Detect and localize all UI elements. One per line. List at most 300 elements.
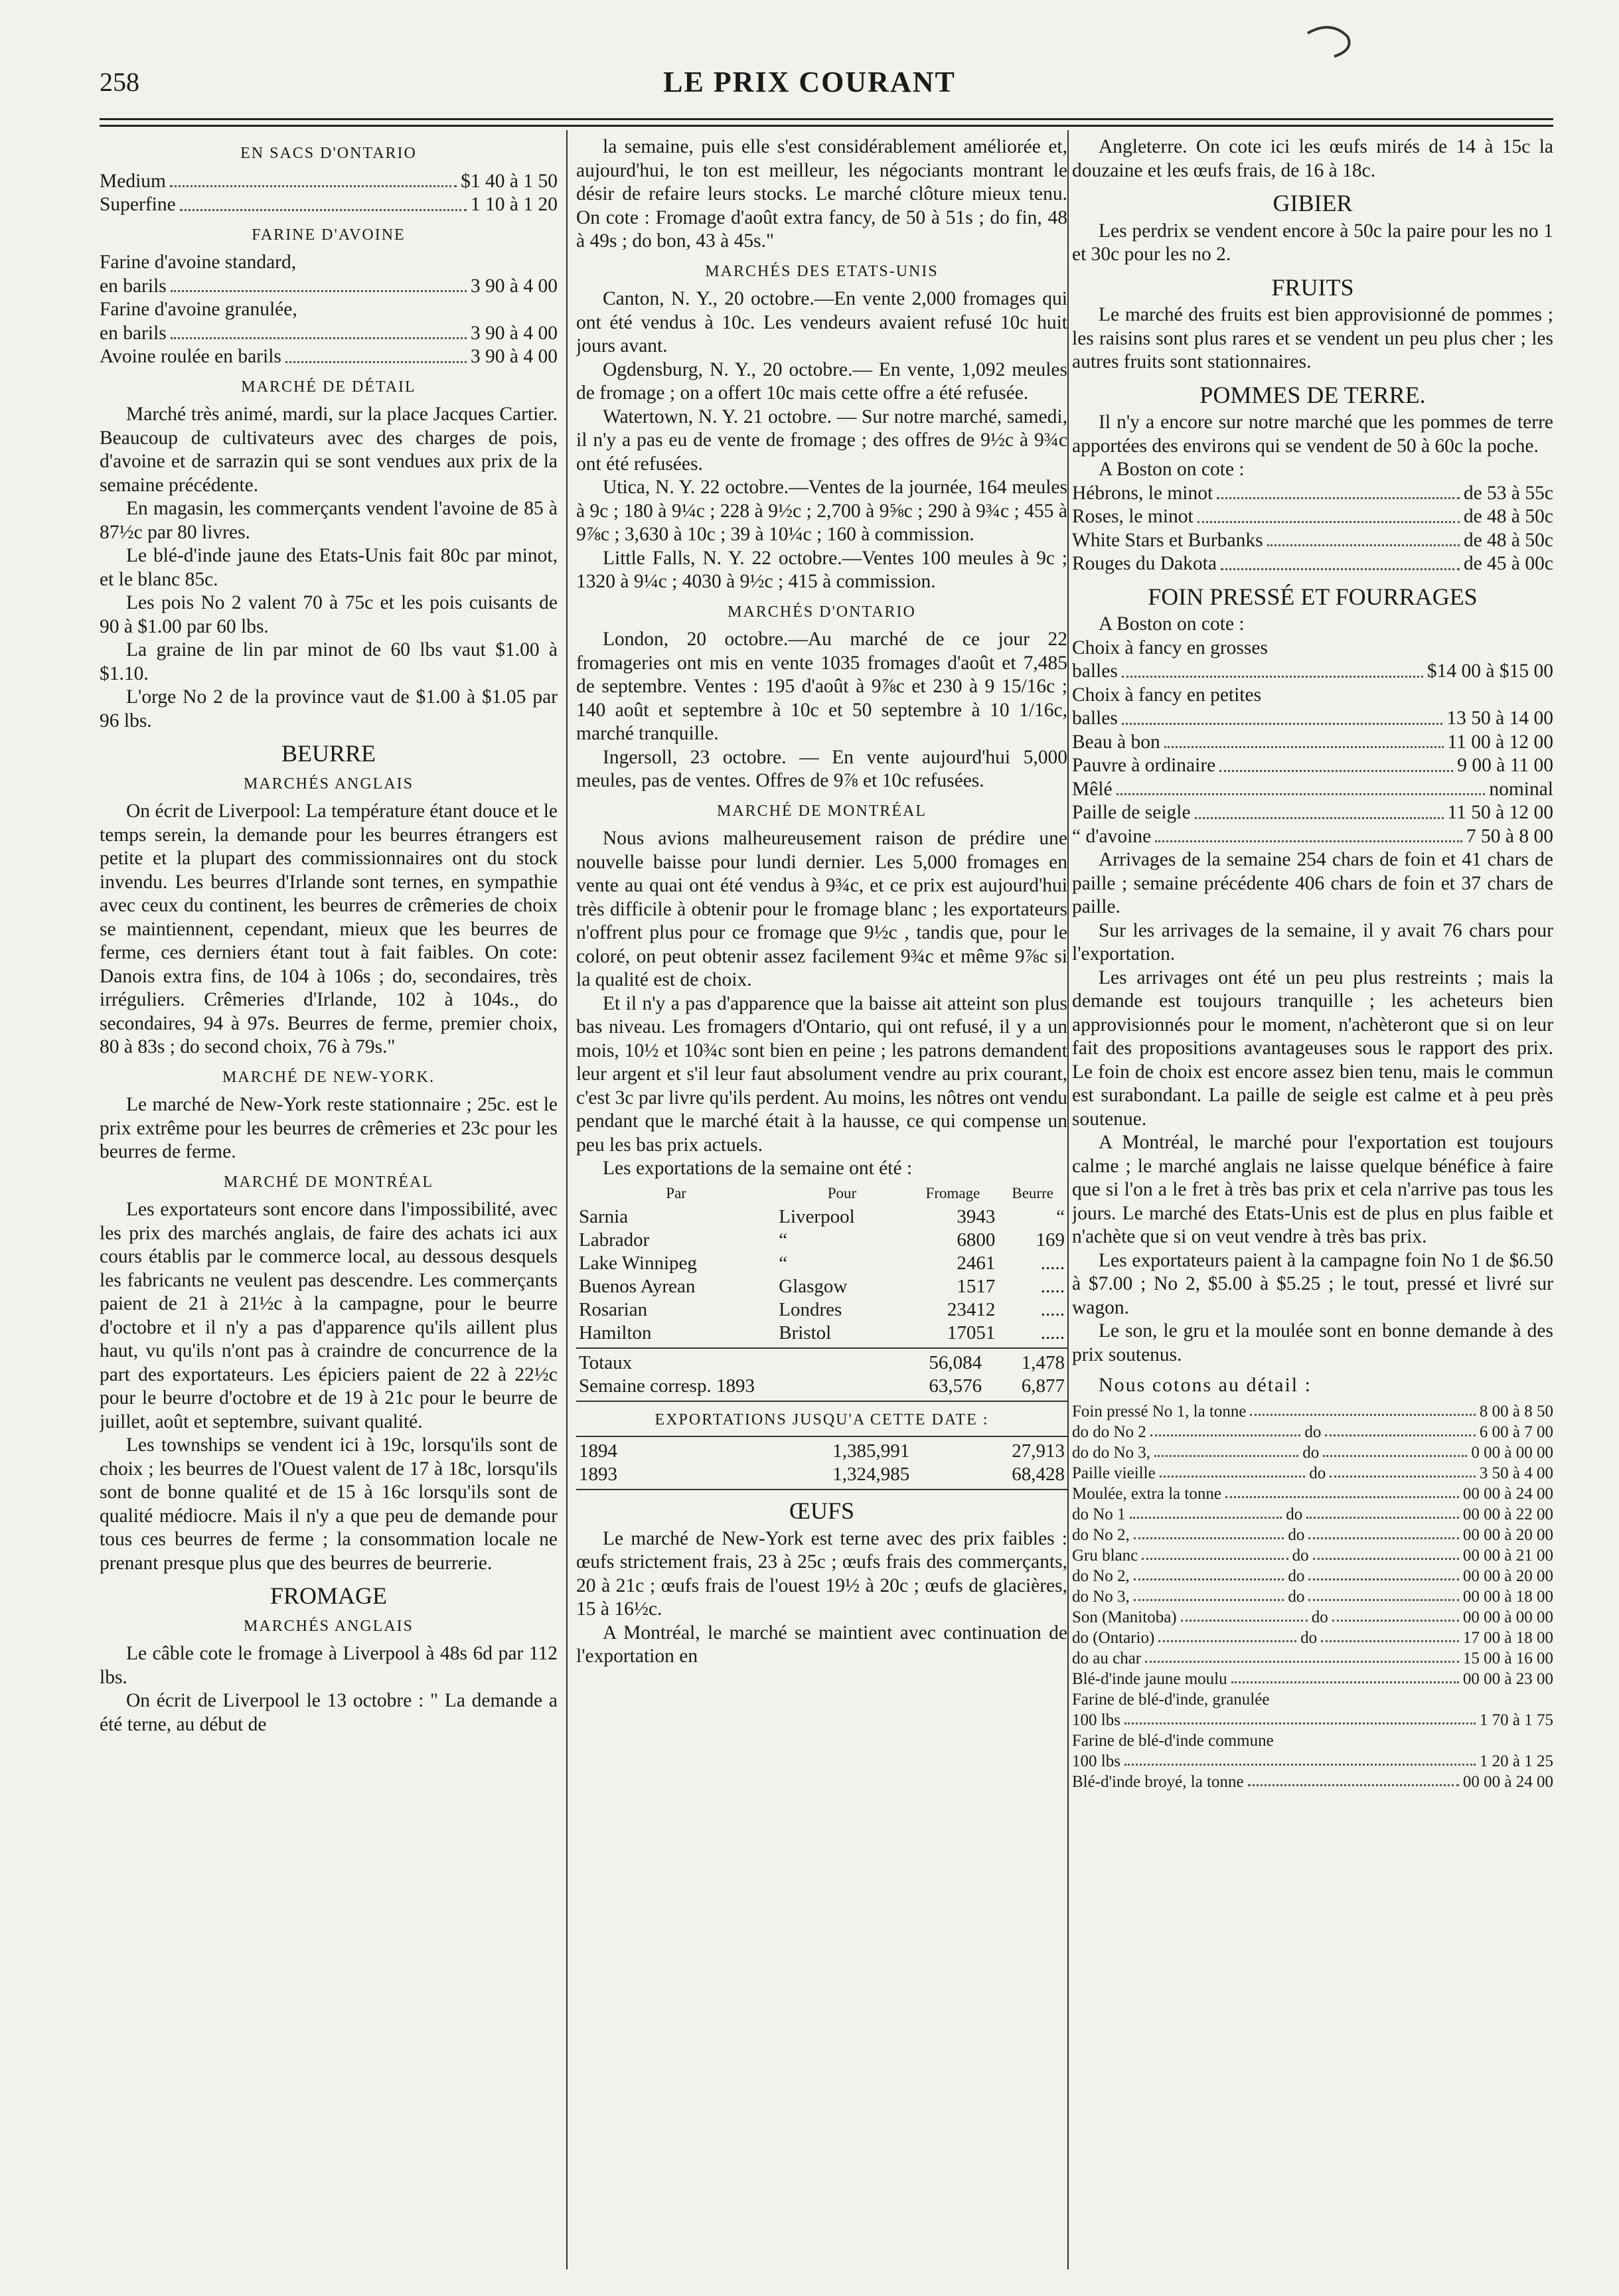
- row-label: Farine de blé-d'inde commune: [1072, 1731, 1274, 1750]
- price-row: [1072, 552, 1553, 576]
- section-title: GIBIER: [1272, 190, 1353, 216]
- row-label: Choix à fancy en petites: [1072, 684, 1262, 706]
- leader-dots: [1117, 778, 1486, 796]
- article-body: [576, 287, 1067, 594]
- paragraph: la semaine, puis elle s'est considérablement améliorée et, aujourd'hui, le ton est meilleur, les négociants montrant le désir de refaire leurs stocks. Le marché clôture mieux tenu. On cote : Fromage d'août extra fancy, de 50 à 51s ; do fin, 48 à 49s ; do bon, 43 à 45s.": [576, 136, 1067, 252]
- row-label: do No 2,: [1072, 1567, 1130, 1585]
- column-divider: [1067, 130, 1069, 2269]
- leader-dots: [1231, 1669, 1459, 1683]
- table-row: [576, 1375, 1067, 1398]
- price-list: [1072, 637, 1553, 849]
- column-header: Par: [666, 1184, 686, 1201]
- row-value: nominal: [1489, 778, 1553, 800]
- section-heading: Nous cotons au détail :: [1099, 1374, 1312, 1396]
- paragraph: Il n'y a encore sur notre marché que les pommes de terre apportées des environs qui se vendent de 50 à 60c la poche.: [1072, 412, 1553, 457]
- section-heading: MARCHÉS D'ONTARIO: [728, 603, 916, 621]
- leader-dots: [1160, 1463, 1306, 1478]
- price-row: [1072, 1504, 1553, 1525]
- row-value: 1 10 à 1 20: [470, 194, 558, 215]
- row-label: balles: [1072, 708, 1118, 729]
- leader-dots: [1124, 1751, 1476, 1766]
- table-cell: 1893: [579, 1464, 617, 1485]
- article-body: [100, 1642, 558, 1736]
- price-row: [1072, 1422, 1553, 1442]
- row-unit: do: [1288, 1587, 1305, 1606]
- leader-dots: [1308, 1525, 1459, 1539]
- price-row: [1072, 1566, 1553, 1586]
- row-unit: do: [1300, 1628, 1318, 1647]
- row-value: de 53 à 55c: [1463, 482, 1553, 504]
- row-value: $14 00 à $15 00: [1426, 660, 1553, 682]
- row-value: 7 50 à 8 00: [1466, 825, 1553, 847]
- section-heading: MARCHÉ DE MONTRÉAL: [717, 802, 927, 820]
- row-label: en barils: [100, 322, 167, 344]
- price-row: [1072, 1689, 1553, 1710]
- paragraph: En magasin, les commerçants vendent l'avoine de 85 à 87½c par 80 livres.: [100, 498, 558, 543]
- row-value: 13 50 à 14 00: [1446, 708, 1553, 729]
- leader-dots: [1248, 1772, 1459, 1786]
- table-cell: 169: [1036, 1229, 1065, 1251]
- table-cell: Semaine corresp. 1893: [579, 1375, 755, 1397]
- price-row: [1072, 660, 1553, 684]
- leader-dots: [1164, 731, 1444, 749]
- price-row: [100, 193, 558, 217]
- leader-dots: [1145, 1648, 1459, 1663]
- leader-dots: [285, 345, 467, 363]
- row-value: 00 00 à 20 00: [1462, 1567, 1553, 1585]
- leader-dots: [1323, 1442, 1467, 1457]
- divider: [576, 1436, 1067, 1437]
- row-value: 00 00 à 24 00: [1462, 1484, 1553, 1503]
- price-row: [100, 251, 558, 275]
- article-body: [576, 628, 1067, 793]
- row-unit: do: [1304, 1422, 1322, 1441]
- row-label: do do No 2: [1072, 1422, 1146, 1441]
- row-unit: do: [1292, 1546, 1309, 1565]
- table-cell: 1517: [957, 1275, 996, 1297]
- section-title: BEURRE: [281, 740, 376, 767]
- price-row: [1072, 825, 1553, 849]
- leader-dots: [1142, 1545, 1288, 1560]
- row-value: 00 00 à 00 00: [1462, 1608, 1553, 1626]
- price-row: [100, 322, 558, 346]
- paragraph: La graine de lin par minot de 60 lbs vaut $1.00 à $1.10.: [100, 639, 558, 684]
- table-row: [576, 1298, 1067, 1322]
- column-right: [1072, 135, 1553, 2269]
- price-row: [1072, 482, 1553, 506]
- table-cell: 23412: [947, 1298, 996, 1320]
- row-unit: do: [1286, 1505, 1303, 1523]
- paragraph: Le blé-d'inde jaune des Etats-Unis fait 80c par minot, et le blanc 85c.: [100, 545, 558, 590]
- row-value: 3 90 à 4 00: [470, 275, 558, 297]
- row-label: “ d'avoine: [1072, 825, 1152, 847]
- price-row: [1072, 529, 1553, 553]
- row-label: do au char: [1072, 1649, 1142, 1667]
- row-label: Gru blanc: [1072, 1546, 1138, 1565]
- row-value: 00 00 à 22 00: [1462, 1505, 1553, 1523]
- article-body: [100, 800, 558, 1059]
- row-label: Hébrons, le minot: [1072, 482, 1213, 504]
- table-cell: Glasgow: [779, 1275, 848, 1297]
- row-unit: do: [1288, 1567, 1305, 1585]
- leader-dots: [1308, 1586, 1459, 1601]
- leader-dots: [1195, 801, 1444, 819]
- row-value: 1 70 à 1 75: [1479, 1711, 1553, 1729]
- section-title: FOIN PRESSÉ ET FOURRAGES: [1148, 583, 1478, 610]
- row-value: 9 00 à 11 00: [1457, 755, 1553, 776]
- leader-dots: [1134, 1525, 1284, 1539]
- price-list: [100, 170, 558, 217]
- leader-dots: [1221, 552, 1460, 570]
- table-cell: “: [779, 1252, 788, 1274]
- table-row: [576, 1440, 1067, 1463]
- paragraph: Ingersoll, 23 octobre. — En vente aujourd'hui 5,000 meules, pas de ventes. Offres de 9⅞ et 10c refusées.: [576, 746, 1067, 791]
- leader-dots: [171, 275, 467, 293]
- row-value: 3 90 à 4 00: [470, 322, 558, 344]
- table-cell: 6800: [957, 1229, 996, 1251]
- paragraph: On écrit de Liverpool: La température étant douce et le temps serein, la demande pour les beurres étrangers est petite et la plupart des commissionnaires ont du stock invendu. Les beurres d'Irlande sont ternes, en sympathie avec ceux du continent, les beurres de crêmeries de choix se maintiennent, cependant, mieux que les beurres de ferme, ces derniers étant tout à fait faibles. On cote: Danois extra fins, de 104 à 106s ; do, secondaires, très irréguliers. Crêmeries d'Irlande, 102 à 104s., do secondaires, 94 à 97s. Beurres de ferme, premier choix, 80 à 83s ; do second choix, 76 à 79s.": [100, 801, 558, 1057]
- table-row: [576, 1205, 1067, 1229]
- row-value: 00 00 à 21 00: [1462, 1546, 1553, 1565]
- price-row: [1072, 754, 1553, 778]
- leader-dots: [1197, 505, 1460, 523]
- paragraph: Les exportations de la semaine ont été :: [603, 1158, 913, 1179]
- table-cell: 68,428: [1012, 1464, 1065, 1485]
- row-value: 15 00 à 16 00: [1462, 1649, 1553, 1667]
- leader-dots: [171, 322, 467, 340]
- table-cell: 3943: [957, 1205, 996, 1227]
- leader-dots: [1225, 1484, 1459, 1498]
- divider: [576, 1489, 1067, 1490]
- row-label: Moulée, extra la tonne: [1072, 1484, 1221, 1503]
- section-heading: MARCHÉS ANGLAIS: [243, 1617, 414, 1635]
- paragraph: Les arrivages ont été un peu plus restreints ; mais la demande est toujours tranquille ; les acheteurs bien approvisionnés pour le moment, n'achèteront que si on leur fait des propositions avantageuses sous le rapport des prix. Le foin de choix est encore assez bien tenu, mais le commun est surabondant. La paille de seigle est calme et à peu près soutenue.: [1072, 966, 1553, 1130]
- table-row: [576, 1275, 1067, 1298]
- article-body: [576, 1527, 1067, 1669]
- price-row: [1072, 1730, 1553, 1751]
- row-value: 00 00 à 18 00: [1462, 1587, 1553, 1606]
- row-value: de 48 à 50c: [1463, 506, 1553, 527]
- price-row: [1072, 1772, 1553, 1792]
- row-label: Mêlé: [1072, 778, 1113, 800]
- paragraph: Le câble cote le fromage à Liverpool à 48s 6d par 112 lbs.: [100, 1643, 558, 1688]
- leader-dots: [1306, 1504, 1459, 1519]
- price-row: [1072, 1607, 1553, 1628]
- price-row: [1072, 1710, 1553, 1730]
- paragraph: On écrit de Liverpool le 13 octobre : " La demande a été terne, au début de: [100, 1690, 558, 1735]
- divider: [576, 1347, 1067, 1349]
- leader-dots: [1332, 1607, 1459, 1622]
- leader-dots: [1308, 1566, 1459, 1580]
- row-value: 6 00 à 7 00: [1479, 1422, 1553, 1441]
- row-value: de 48 à 50c: [1463, 529, 1553, 551]
- paragraph: Nous avions malheureusement raison de prédire une nouvelle baisse pour lundi dernier. Les 5,000 fromages en vente au quai ont été vendus à 9¾c, et ce prix est aujourd'hui très difficile à obtenir pour le fromage blanc ; les exportateurs n'offrent plus pour ce fromage que 9½c , tandis que, pour le coloré, on peut obtenir assez facilement 9¾c et même 9⅞c si la qualité est de choix.: [576, 828, 1067, 990]
- leader-dots: [180, 193, 467, 211]
- leader-dots: [1122, 660, 1423, 678]
- row-value: 3 50 à 4 00: [1479, 1464, 1553, 1482]
- row-label: do No 2,: [1072, 1525, 1130, 1544]
- price-row: [1072, 637, 1553, 660]
- paragraph: Utica, N. Y. 22 octobre.—Ventes de la journée, 164 meules à 9c ; 180 à 9¼c ; 228 à 9½c ; 2,700 à 9⅝c ; 290 à 9¾c ; 455 à 9⅞c ; 3,630 à 10c ; 39 à 10¼c ; 160 à commission.: [576, 477, 1067, 545]
- price-row: [1072, 684, 1553, 708]
- row-unit: do: [1309, 1464, 1326, 1482]
- price-row: [1072, 1648, 1553, 1669]
- section-heading: EN SACS D'ONTARIO: [240, 145, 417, 162]
- leader-dots: [1217, 482, 1460, 500]
- column-left: [100, 135, 558, 2269]
- row-label: do do No 3,: [1072, 1443, 1151, 1462]
- price-row: [1072, 778, 1553, 802]
- table-cell: Bristol: [779, 1322, 832, 1343]
- table-cell: 6,877: [1021, 1375, 1065, 1397]
- price-row: [1072, 1484, 1553, 1504]
- table-cell: 1894: [579, 1440, 617, 1462]
- divider: [576, 1401, 1067, 1402]
- row-value: 8 00 à 8 50: [1479, 1402, 1553, 1420]
- table-cell: Lake Winnipeg: [579, 1252, 697, 1274]
- row-label: Choix à fancy en grosses: [1072, 637, 1268, 658]
- row-label: Avoine roulée en barils: [100, 346, 281, 367]
- table-cell: Rosarian: [579, 1298, 648, 1320]
- exports-table: [576, 1181, 1067, 1345]
- paragraph: Les exportateurs paient à la campagne foin No 1 de $6.50 à $7.00 ; No 2, $5.00 à $5.25 ; le tout, pressé et livré sur wagon.: [1072, 1249, 1553, 1318]
- retail-price-list: [1072, 1401, 1553, 1792]
- leader-dots: [1130, 1504, 1282, 1519]
- row-label: do No 1: [1072, 1505, 1126, 1523]
- row-label: Farine d'avoine granulée,: [100, 299, 297, 320]
- table-cell: 27,913: [1012, 1440, 1065, 1462]
- paragraph: Canton, N. Y., 20 octobre.—En vente 2,000 fromages qui ont été vendus à 10c. Les vendeurs avaient refusé 10c huit jours avant.: [576, 288, 1067, 356]
- leader-dots: [1134, 1566, 1284, 1580]
- table-cell: 1,385,991: [832, 1440, 910, 1462]
- article-body: [1072, 303, 1553, 374]
- section-heading: MARCHÉ DE DÉTAIL: [241, 378, 416, 396]
- price-row: [1072, 1545, 1553, 1566]
- section-heading: MARCHÉS DES ETATS-UNIS: [705, 262, 939, 280]
- section-heading: MARCHÉ DE MONTRÉAL: [224, 1173, 433, 1191]
- price-list: [100, 251, 558, 369]
- row-value: 00 00 à 20 00: [1462, 1525, 1553, 1544]
- price-row: [1072, 731, 1553, 755]
- row-label: Beau à bon: [1072, 731, 1160, 753]
- leader-dots: [1122, 707, 1443, 725]
- row-label: Farine d'avoine standard,: [100, 252, 297, 273]
- row-label: Foin pressé No 1, la tonne: [1072, 1402, 1247, 1420]
- price-row: [1072, 1463, 1553, 1484]
- leader-dots: [1219, 754, 1453, 772]
- leader-dots: [1325, 1422, 1476, 1436]
- section-title: FROMAGE: [270, 1582, 388, 1609]
- row-label: Superfine: [100, 194, 176, 215]
- article-body: [1072, 220, 1553, 267]
- section-heading: MARCHÉS ANGLAIS: [243, 775, 414, 793]
- column-divider: [566, 130, 568, 2269]
- table-row: [576, 1351, 1067, 1375]
- leader-dots: [1150, 1422, 1301, 1436]
- table-cell: .....: [1040, 1252, 1065, 1274]
- table-cell: Liverpool: [779, 1205, 855, 1227]
- section-title: ŒUFS: [789, 1497, 855, 1524]
- leader-dots: [1154, 1442, 1298, 1457]
- price-row: [1072, 801, 1553, 825]
- section-heading: EXPORTATIONS JUSQU'A CETTE DATE :: [655, 1411, 989, 1428]
- table-cell: Totaux: [579, 1351, 633, 1373]
- article-body: [100, 1198, 558, 1575]
- table-cell: 2461: [957, 1252, 996, 1274]
- price-row: [1072, 505, 1553, 529]
- paragraph: Sur les arrivages de la semaine, il y avait 76 chars pour l'exportation.: [1072, 919, 1553, 964]
- section-title: FRUITS: [1271, 273, 1354, 301]
- row-label: do No 3,: [1072, 1587, 1130, 1606]
- leader-dots: [1124, 1710, 1476, 1724]
- paragraph: Arrivages de la semaine 254 chars de foin et 41 chars de paille ; semaine précédente 406 chars de foin et 37 chars de paille.: [1072, 849, 1553, 917]
- row-label: Roses, le minot: [1072, 506, 1194, 527]
- price-row: [100, 170, 558, 194]
- leader-dots: [1267, 529, 1460, 547]
- row-label: Son (Manitoba): [1072, 1608, 1177, 1626]
- table-row: [576, 1463, 1067, 1486]
- table-cell: Hamilton: [579, 1322, 652, 1343]
- leader-dots: [170, 170, 457, 188]
- paragraph: Le marché de New-York reste stationnaire ; 25c. est le prix extrême pour les beurres de crêmeries et 23c pour les beurres de ferme.: [100, 1094, 558, 1162]
- paragraph: Watertown, N. Y. 21 octobre. — Sur notre marché, samedi, il n'y a pas eu de vente de fromage ; des offres de 9½c à 9¾c ont été refusées.: [576, 406, 1067, 475]
- paragraph: Ogdensburg, N. Y., 20 octobre.— En vente, 1,092 meules de fromage ; on a offert 10c mais cette offre a été refusée.: [576, 358, 1067, 404]
- paragraph: Les perdrix se vendent encore à 50c la paire pour les no 1 et 30c pour les no 2.: [1072, 220, 1553, 265]
- paragraph: London, 20 octobre.—Au marché de ce jour 22 fromageries ont mis en vente 1035 fromages d'août et 7,485 de septembre. Ventes : 195 d'août à 9⅞c et 230 à 9 15/16c ; 140 août et septembre à 10c et 50 septembre à 10 1/16c, marché tranquille.: [576, 629, 1067, 744]
- article-body: [1072, 135, 1553, 183]
- column-header: Beurre: [1012, 1184, 1053, 1201]
- price-row: [1072, 1751, 1553, 1772]
- paragraph: Le marché des fruits est bien approvisionné de pommes ; les raisins sont plus rares et se vendent un peu plus cher ; les autres fruits sont stationnaires.: [1072, 304, 1553, 372]
- row-label: Medium: [100, 170, 166, 192]
- row-value: 11 50 à 12 00: [1447, 802, 1553, 823]
- table-cell: 63,576: [929, 1375, 982, 1397]
- row-label: en barils: [100, 275, 167, 297]
- row-label: Blé-d'inde broyé, la tonne: [1072, 1772, 1244, 1791]
- row-value: 11 00 à 12 00: [1447, 731, 1553, 753]
- table-cell: .....: [1040, 1322, 1065, 1343]
- table-cell: .....: [1040, 1298, 1065, 1320]
- table-cell: 56,084: [929, 1351, 982, 1373]
- price-row: [100, 298, 558, 322]
- table-cell: Buenos Ayrean: [579, 1275, 696, 1297]
- paragraph: Little Falls, N. Y. 22 octobre.—Ventes 100 meules à 9c ; 1320 à 9¼c ; 4030 à 9½c ; 415 à commission.: [576, 547, 1067, 592]
- paragraph: A Boston on cote :: [1099, 459, 1245, 480]
- price-row: [100, 275, 558, 299]
- pencil-mark-icon: [1301, 20, 1361, 66]
- row-value: 1 20 à 1 25: [1479, 1752, 1553, 1770]
- paragraph: Les pois No 2 valent 70 à 75c et les pois cuisants de 90 à $1.00 par 60 lbs.: [100, 592, 558, 637]
- paragraph: A Boston on cote :: [1099, 613, 1245, 635]
- row-label: Blé-d'inde jaune moulu: [1072, 1669, 1227, 1688]
- row-label: 100 lbs: [1072, 1711, 1120, 1729]
- row-label: do (Ontario): [1072, 1628, 1155, 1647]
- section-title: POMMES DE TERRE.: [1199, 381, 1426, 408]
- row-value: 17 00 à 18 00: [1462, 1628, 1553, 1647]
- paragraph: A Montréal, le marché se maintient avec continuation de l'exportation en: [576, 1622, 1067, 1667]
- header-rule: [100, 125, 1553, 127]
- row-label: balles: [1072, 660, 1118, 682]
- row-label: Farine de blé-d'inde, granulée: [1072, 1690, 1270, 1709]
- leader-dots: [1321, 1628, 1459, 1642]
- table-cell: 1,478: [1021, 1351, 1065, 1373]
- row-label: Pauvre à ordinaire: [1072, 755, 1216, 776]
- column-middle: [576, 135, 1067, 2269]
- table-cell: Labrador: [579, 1229, 650, 1251]
- row-label: Paille de seigle: [1072, 802, 1191, 823]
- price-row: [1072, 707, 1553, 731]
- row-label: 100 lbs: [1072, 1752, 1120, 1770]
- table-header-row: [576, 1181, 1067, 1205]
- paragraph: Le son, le gru et la moulée sont en bonne demande à des prix soutenus.: [1072, 1320, 1553, 1365]
- table-cell: 1,324,985: [832, 1464, 910, 1485]
- leader-dots: [1158, 1628, 1296, 1642]
- paragraph: Et il n'y a pas d'apparence que la baisse ait atteint son plus bas niveau. Les fromagers d'Ontario, qui ont refusé, il y a un mois, 10½ et 10¾c sont bien en peine ; les patrons demandent leur argent et s'il leur faut absolument vendre au prix courant, c'est 3c par livre qu'ils perdent. Au moins, les nôtres ont vendu pendant que le marché était à la hausse, ce qui compense un peu les bas prix actuels.: [576, 992, 1067, 1156]
- table-cell: 17051: [947, 1322, 996, 1343]
- leader-dots: [1313, 1545, 1459, 1560]
- price-row: [1072, 1401, 1553, 1422]
- paragraph: Les exportateurs sont encore dans l'impossibilité, avec les prix des marchés anglais, de faire des achats ici aux cours établis par le commerce local, au dessous desquels les fabricants ne veulent pas descendre. Les commerçants paient de 21 à 21½c à la campagne, pour le beurre d'octobre et il n'y a pas d'apparence qu'ils aillent plus haut, vu qu'ils n'ont pas à craindre de concurrence de la part des exportateurs. Les épiciers paient de 22 à 22½c pour le beurre d'octobre et de 19 à 21c pour le beurre de juillet, août et septembre, suivant qualité.: [100, 1199, 558, 1432]
- price-row: [1072, 1525, 1553, 1545]
- totals-table: [576, 1351, 1067, 1398]
- price-row: [1072, 1442, 1553, 1463]
- row-unit: do: [1311, 1608, 1328, 1626]
- table-cell: .....: [1040, 1275, 1065, 1297]
- article-body: [576, 135, 1067, 254]
- table-row: [576, 1229, 1067, 1252]
- table-row: [576, 1252, 1067, 1275]
- row-label: White Stars et Burbanks: [1072, 529, 1263, 551]
- paragraph: L'orge No 2 de la province vaut de $1.00 à $1.05 par 96 lbs.: [100, 686, 558, 731]
- article-body: [576, 827, 1067, 1181]
- leader-dots: [1134, 1586, 1284, 1601]
- row-value: de 45 à 00c: [1463, 553, 1553, 574]
- paragraph: Le marché de New-York est terne avec des prix faibles : œufs strictement frais, 23 à 25c ; œufs frais des commerçants, 20 à 21c ; œufs frais de l'ouest 19½ à 20c ; œufs de glacières, 15 à 16½c.: [576, 1527, 1067, 1620]
- row-value: 00 00 à 24 00: [1462, 1772, 1553, 1791]
- price-row: [100, 345, 558, 369]
- table-row: [576, 1322, 1067, 1345]
- row-value: 3 90 à 4 00: [470, 346, 558, 367]
- row-value: 0 00 à 00 00: [1471, 1443, 1553, 1462]
- leader-dots: [1155, 825, 1462, 843]
- row-label: Rouges du Dakota: [1072, 553, 1217, 574]
- table-cell: Sarnia: [579, 1205, 629, 1227]
- article-body: [100, 1093, 558, 1164]
- price-list: [1072, 482, 1553, 576]
- column-header: Pour: [827, 1184, 857, 1201]
- price-row: [1072, 1628, 1553, 1648]
- leader-dots: [1330, 1463, 1476, 1478]
- table-cell: “: [779, 1229, 788, 1251]
- header-rule: [100, 118, 1553, 120]
- leader-dots: [1250, 1401, 1475, 1416]
- page-title: LE PRIX COURANT: [663, 66, 956, 98]
- row-value: $1 40 à 1 50: [461, 170, 558, 192]
- leader-dots: [1181, 1607, 1308, 1622]
- article-body: [100, 403, 558, 733]
- row-unit: do: [1302, 1443, 1320, 1462]
- article-body: [1072, 848, 1553, 1367]
- table-cell: “: [1056, 1205, 1065, 1227]
- section-heading: MARCHÉ DE NEW-YORK.: [222, 1068, 435, 1086]
- row-label: Paille vieille: [1072, 1464, 1156, 1482]
- row-unit: do: [1288, 1525, 1305, 1544]
- table-cell: Londres: [779, 1298, 842, 1320]
- price-row: [1072, 1669, 1553, 1689]
- cumulative-table: [576, 1440, 1067, 1486]
- paragraph: Les townships se vendent ici à 19c, lorsqu'ils sont de choix ; les beurres de l'Ouest valent de 17 à 18c, lorsqu'ils sont de bonne qualité et de 15 à 16c lorsqu'ils sont de qualité médiocre. Mais il n'y a que peu de demande pour tous ces beurres de ferme ; la consommation locale ne prenant presque plus que des beurres de beurrerie.: [100, 1434, 558, 1574]
- column-header: Fromage: [925, 1184, 980, 1201]
